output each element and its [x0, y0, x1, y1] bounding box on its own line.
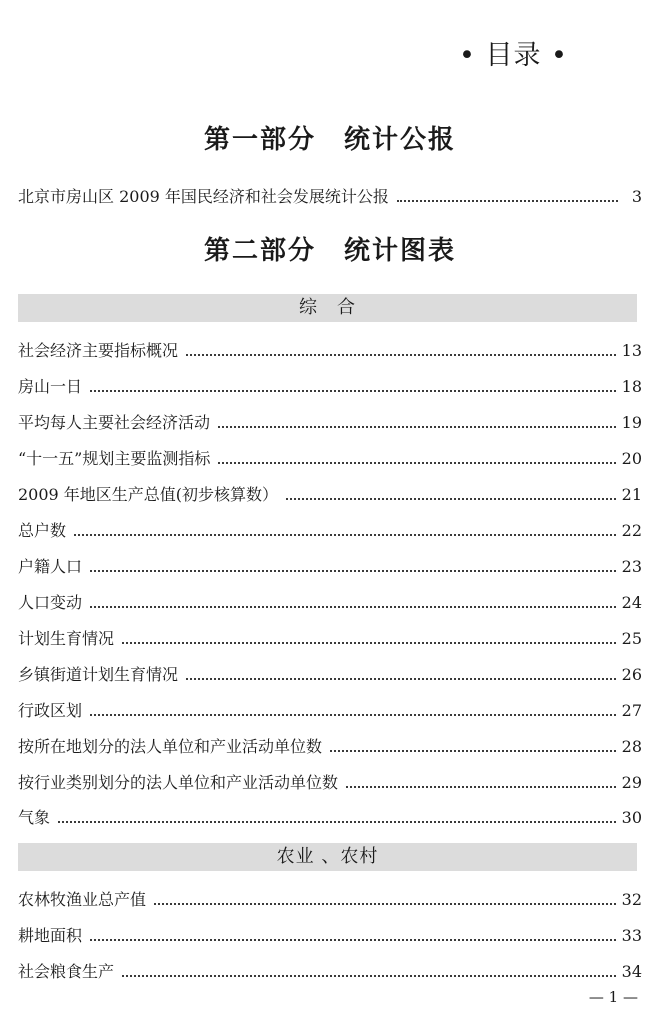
- section-header-general: 综 合: [18, 294, 637, 322]
- toc-entry-label: 社会粮食生产: [18, 962, 115, 981]
- toc-entry[interactable]: [18, 372, 642, 398]
- toc-entry-page: 33: [621, 926, 642, 945]
- toc-entry[interactable]: [18, 624, 642, 650]
- toc-entry-label: 社会经济主要指标概况: [18, 341, 179, 360]
- toc-entry-label: 户籍人口: [18, 557, 83, 576]
- toc-entry[interactable]: [18, 803, 642, 829]
- toc-entry-page: 32: [621, 890, 642, 909]
- part-title-2: 第二部分 统计图表: [203, 236, 456, 266]
- toc-entry-label: 按行业类别划分的法人单位和产业活动单位数: [18, 773, 339, 792]
- toc-entry-label: 按所在地划分的法人单位和产业活动单位数: [18, 737, 323, 756]
- toc-entry[interactable]: [18, 768, 642, 794]
- toc-entry-label: 计划生育情况: [18, 629, 115, 648]
- dot-leader: [154, 903, 616, 905]
- toc-entry[interactable]: [18, 732, 642, 758]
- dot-leader: [122, 642, 616, 644]
- toc-entry[interactable]: [18, 588, 642, 614]
- toc-entry-label: 乡镇街道计划生育情况: [18, 665, 179, 684]
- toc-entry-page: 30: [621, 808, 642, 827]
- toc-entry-page: 29: [621, 773, 642, 792]
- toc-entry-page: 20: [621, 449, 642, 468]
- footer-page-number: — 1 —: [588, 988, 638, 1006]
- dot-leader: [397, 200, 618, 202]
- toc-entry[interactable]: [18, 444, 642, 470]
- toc-entry[interactable]: [18, 516, 642, 542]
- dot-leader: [122, 975, 616, 977]
- part-title-1: 第一部分 统计公报: [203, 125, 456, 155]
- toc-entry-page: 23: [621, 557, 642, 576]
- toc-entry-label: 房山一日: [18, 377, 83, 396]
- toc-entry-page: 24: [621, 593, 642, 612]
- toc-entry-page: 34: [621, 962, 642, 981]
- toc-entry-label: 平均每人主要社会经济活动: [18, 413, 211, 432]
- dot-leader: [74, 534, 616, 536]
- toc-entry-label: 人口变动: [18, 593, 83, 612]
- toc-entry-label: 农林牧渔业总产值: [18, 890, 147, 909]
- toc-entry[interactable]: [18, 885, 642, 911]
- toc-entry[interactable]: [18, 957, 642, 983]
- toc-entry-page: 21: [621, 485, 642, 504]
- toc-entry[interactable]: [18, 408, 642, 434]
- toc-entry-page: 18: [621, 377, 642, 396]
- toc-entry-label: 耕地面积: [18, 926, 83, 945]
- toc-entry-label: 2009 年地区生产总值(初步核算数）: [18, 485, 279, 504]
- dot-leader: [218, 462, 615, 464]
- toc-entry-page: 19: [621, 413, 642, 432]
- toc-entry-page: 27: [621, 701, 642, 720]
- toc-entry-page: 26: [621, 665, 642, 684]
- toc-entry-page: 22: [621, 521, 642, 540]
- dot-leader: [346, 786, 616, 788]
- toc-entry[interactable]: [18, 660, 642, 686]
- dot-leader: [58, 821, 616, 823]
- toc-entry-label: 北京市房山区 2009 年国民经济和社会发展统计公报: [18, 187, 389, 206]
- toc-entry-page: 25: [621, 629, 642, 648]
- dot-leader: [90, 570, 616, 572]
- dot-leader: [186, 354, 616, 356]
- toc-entry[interactable]: [18, 182, 642, 208]
- toc-entry-page: 28: [621, 737, 642, 756]
- toc-entry-label: “十一五”规划主要监测指标: [18, 449, 211, 468]
- toc-entry-page: 13: [621, 341, 642, 360]
- toc-entry-page: 3: [631, 187, 642, 206]
- page-heading: • 目录 •: [458, 40, 568, 71]
- toc-entry[interactable]: [18, 480, 642, 506]
- toc-entry-label: 行政区划: [18, 701, 83, 720]
- dot-leader: [90, 714, 616, 716]
- dot-leader: [90, 606, 616, 608]
- toc-entry-label: 气象: [18, 808, 51, 827]
- dot-leader: [330, 750, 616, 752]
- dot-leader: [286, 498, 616, 500]
- dot-leader: [90, 390, 616, 392]
- toc-entry[interactable]: [18, 336, 642, 362]
- dot-leader: [218, 426, 616, 428]
- dot-leader: [186, 678, 616, 680]
- dot-leader: [90, 939, 616, 941]
- toc-entry[interactable]: [18, 921, 642, 947]
- section-header-agriculture: 农业 、农村: [18, 843, 637, 871]
- toc-entry[interactable]: [18, 552, 642, 578]
- toc-entry[interactable]: [18, 696, 642, 722]
- toc-entry-label: 总户数: [18, 521, 67, 540]
